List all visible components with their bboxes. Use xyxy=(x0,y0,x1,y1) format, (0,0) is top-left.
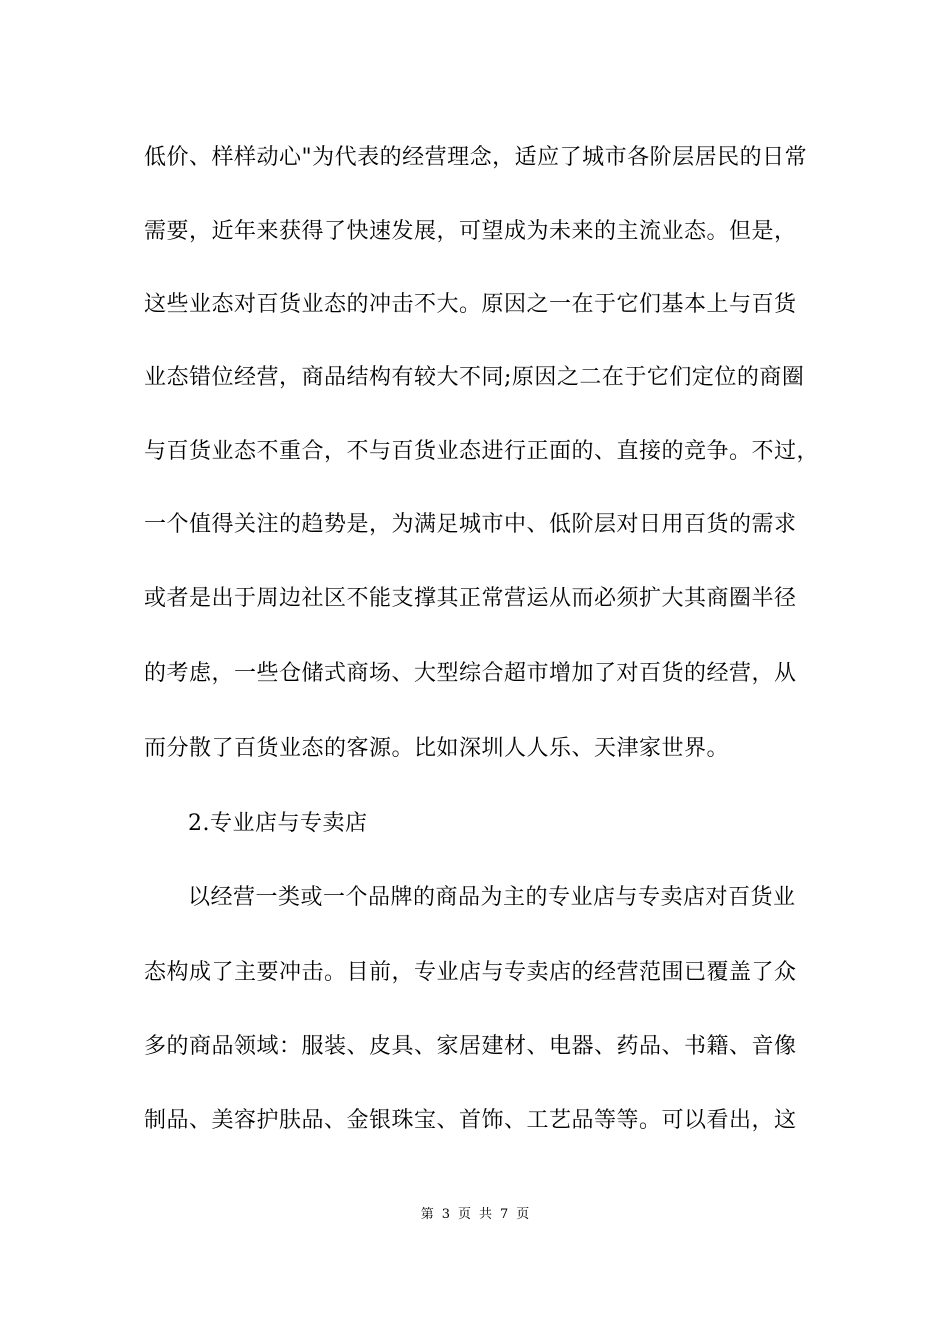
body-line-3: 这些业态对百货业态的冲击不大。原因之一在于它们基本上与百货 xyxy=(144,292,797,317)
footer-total-pages: 7 xyxy=(500,1207,509,1222)
footer-page-label: 页 xyxy=(457,1207,471,1222)
body-line-6: 一个值得关注的趋势是，为满足城市中、低阶层对日用百货的需求 xyxy=(144,512,797,537)
body-line-2: 需要，近年来获得了快速发展，可望成为未来的主流业态。但是， xyxy=(144,219,797,244)
body-line-8: 的考虑，一些仓储式商场、大型综合超市增加了对百货的经营，从 xyxy=(144,661,797,686)
section-line-3: 多的商品领域：服装、皮具、家居建材、电器、药品、书籍、音像 xyxy=(144,1034,797,1059)
footer-prefix: 第 xyxy=(420,1207,434,1222)
footer-current-page: 3 xyxy=(441,1207,450,1222)
section-line-1: 以经营一类或一个品牌的商品为主的专业店与专卖店对百货业 xyxy=(188,885,796,910)
body-line-7: 或者是出于周边社区不能支撑其正常营运从而必须扩大其商圈半径 xyxy=(144,586,797,611)
page-footer xyxy=(0,1206,950,1224)
section-line-2: 态构成了主要冲击。目前，专业店与专卖店的经营范围已覆盖了众 xyxy=(144,960,797,985)
body-line-9: 而分散了百货业态的客源。比如深圳人人乐、天津家世界。 xyxy=(144,736,730,761)
body-line-5: 与百货业态不重合，不与百货业态进行正面的、直接的竞争。不过， xyxy=(144,439,820,464)
footer-page-end-label: 页 xyxy=(516,1207,530,1222)
section-line-4: 制品、美容护肤品、金银珠宝、首饰、工艺品等等。可以看出，这 xyxy=(144,1108,797,1133)
body-line-1: 低价、样样动心"为代表的经营理念，适应了城市各阶层居民的日常 xyxy=(144,145,808,170)
body-line-4: 业态错位经营，商品结构有较大不同;原因之二在于它们定位的商圈 xyxy=(144,365,805,390)
footer-total-label: 共 xyxy=(479,1207,493,1222)
section-heading: 2.专业店与专卖店 xyxy=(188,811,368,836)
